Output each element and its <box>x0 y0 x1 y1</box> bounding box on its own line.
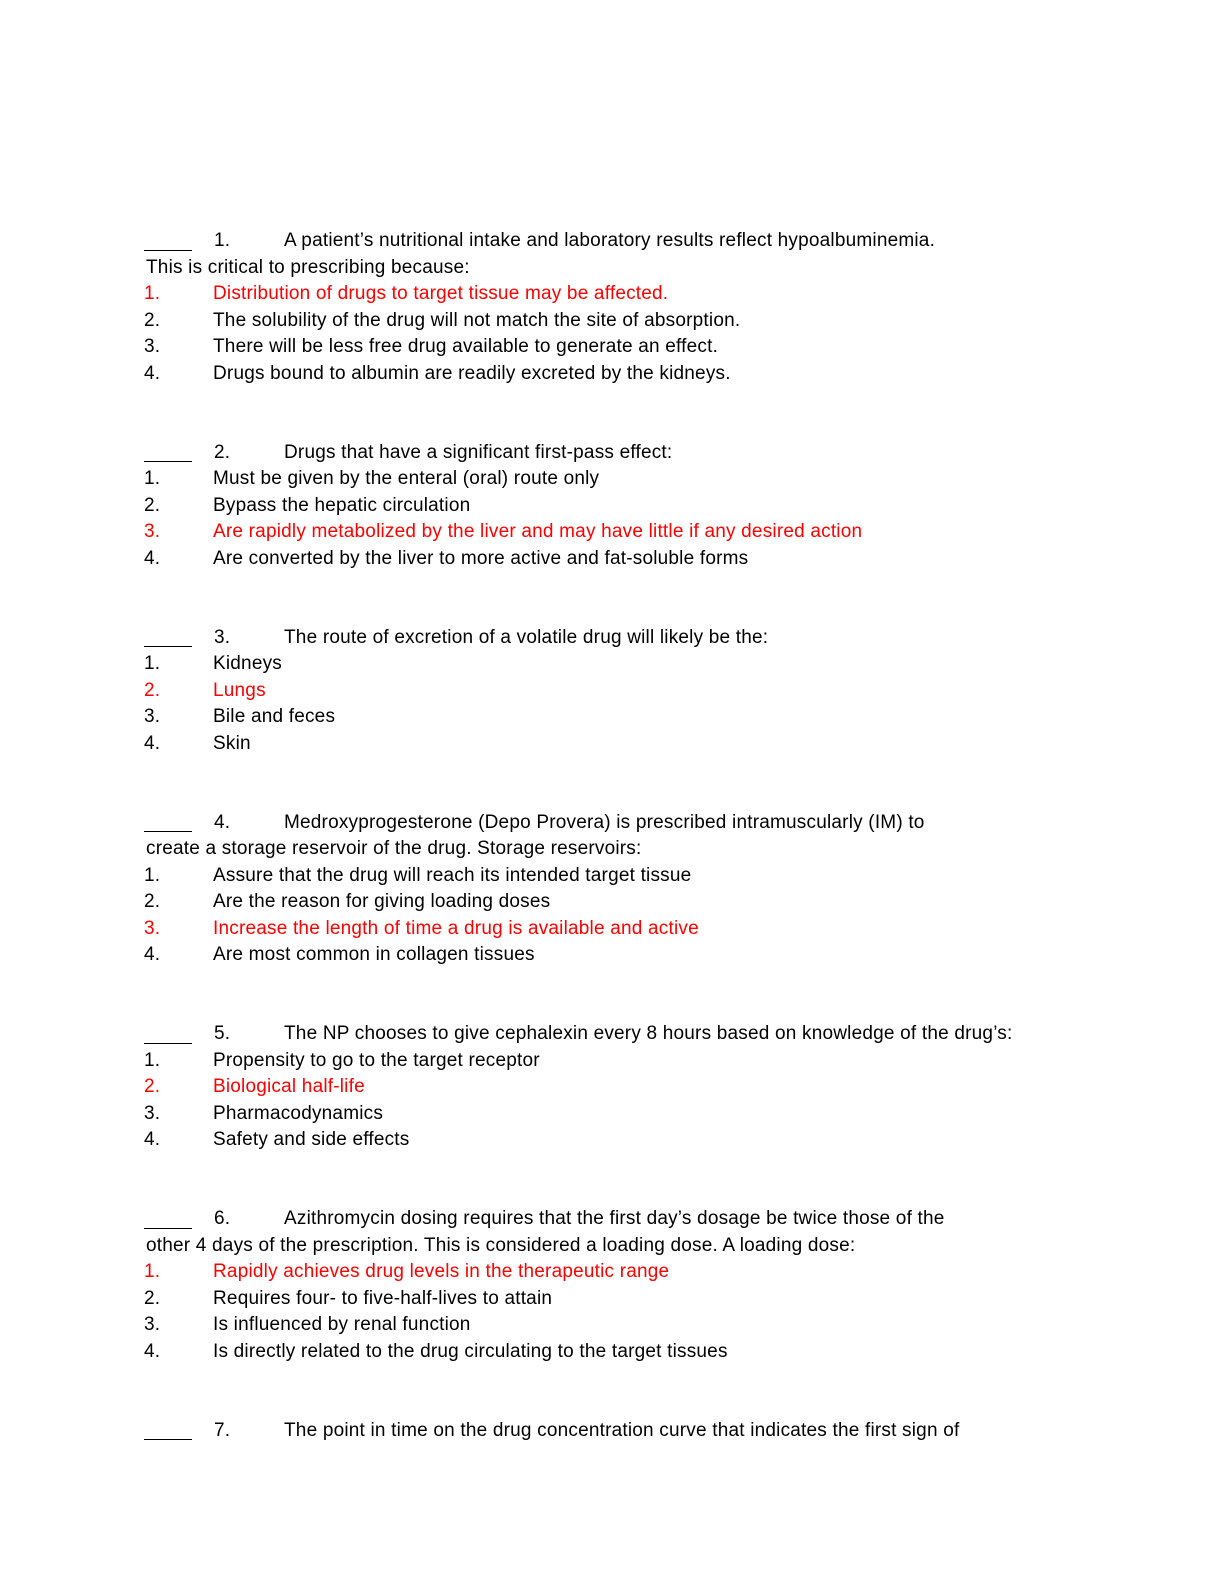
option-text: Are converted by the liver to more active and fat-soluble forms <box>213 547 749 569</box>
question-stem-continuation <box>144 1233 1084 1260</box>
question-5 <box>144 1021 1084 1154</box>
answer-option <box>144 1127 1084 1154</box>
option-text: Bypass the hepatic circulation <box>213 494 471 516</box>
option-text: Must be given by the enteral (oral) route only <box>213 468 600 490</box>
question-number: 5. <box>214 1023 231 1045</box>
option-number: 4. <box>144 1341 161 1362</box>
option-number: 1. <box>144 653 161 675</box>
option-number: 3. <box>144 521 161 543</box>
answer-option <box>144 466 1084 493</box>
answer-option <box>144 1286 1084 1313</box>
answer-option <box>144 942 1084 969</box>
option-number: 1. <box>144 468 161 490</box>
option-text: Rapidly achieves drug levels in the therapeutic range <box>213 1261 670 1283</box>
question-3 <box>144 625 1084 758</box>
question-text: The point in time on the drug concentration curve that indicates the first sign of <box>284 1419 960 1441</box>
option-text: Pharmacodynamics <box>213 1102 384 1124</box>
option-number: 1. <box>144 1261 161 1283</box>
option-text: Increase the length of time a drug is available and active <box>213 917 699 939</box>
answer-blank[interactable] <box>144 228 192 255</box>
option-number: 4. <box>144 547 161 569</box>
question-spacer <box>144 1366 1084 1418</box>
question-stem-continuation <box>144 255 1084 282</box>
answer-option <box>144 731 1084 758</box>
question-text: Azithromycin dosing requires that the first day’s dosage be twice those of the <box>284 1208 945 1230</box>
answer-option <box>144 889 1084 916</box>
question-spacer <box>144 388 1084 440</box>
option-text: Biological half-life <box>213 1076 365 1098</box>
option-number: 2. <box>144 891 161 913</box>
option-number: 2. <box>144 309 161 331</box>
option-text: Bile and feces <box>213 706 336 728</box>
question-text: create a storage reservoir of the drug. Storage reservoirs: <box>146 838 642 860</box>
question-text: other 4 days of the prescription. This is considered a loading dose. A loading dose: <box>146 1234 856 1256</box>
option-number: 2. <box>144 1287 161 1309</box>
option-text: Are most common in collagen tissues <box>213 944 535 966</box>
question-2 <box>144 440 1084 573</box>
option-number: 4. <box>144 1129 161 1151</box>
option-text: Drugs bound to albumin are readily excreted by the kidneys. <box>213 362 731 384</box>
question-text: The NP chooses to give cephalexin every 8 hours based on knowledge of the drug’s: <box>284 1023 1013 1045</box>
question-text: A patient’s nutritional intake and laboratory results reflect hypoalbuminemia. <box>284 230 936 251</box>
question-number: 7. <box>214 1419 231 1441</box>
question-number: 1. <box>214 230 231 251</box>
answer-option-correct <box>144 1259 1084 1286</box>
answer-option <box>144 651 1084 678</box>
question-number: 3. <box>214 626 231 648</box>
question-number: 2. <box>214 441 231 463</box>
option-text: Is influenced by renal function <box>213 1314 471 1336</box>
option-number: 3. <box>144 1314 161 1336</box>
question-text: This is critical to prescribing because: <box>146 256 470 278</box>
option-text: Assure that the drug will reach its intended target tissue <box>213 864 692 886</box>
option-number: 3. <box>144 706 161 728</box>
option-number: 2. <box>144 1076 161 1098</box>
question-spacer <box>144 1154 1084 1206</box>
answer-option <box>144 1101 1084 1128</box>
answer-blank[interactable] <box>144 1418 192 1445</box>
question-7 <box>144 1418 1084 1445</box>
option-number: 2. <box>144 494 161 516</box>
question-stem-line <box>144 1206 1084 1233</box>
question-spacer <box>144 758 1084 810</box>
answer-blank[interactable] <box>144 1021 192 1048</box>
option-number: 1. <box>144 1049 161 1071</box>
question-spacer <box>144 573 1084 625</box>
answer-option <box>144 493 1084 520</box>
answer-option <box>144 863 1084 890</box>
question-1 <box>144 228 1084 388</box>
option-text: Is directly related to the drug circulating to the target tissues <box>213 1341 728 1362</box>
option-text: Lungs <box>213 679 266 701</box>
option-number: 4. <box>144 944 161 966</box>
quiz-page <box>144 228 1084 1444</box>
option-number: 4. <box>144 362 161 384</box>
question-4 <box>144 810 1084 970</box>
answer-option <box>144 1339 1084 1366</box>
question-number: 6. <box>214 1208 231 1230</box>
question-text: The route of excretion of a volatile drug will likely be the: <box>284 626 769 648</box>
option-number: 3. <box>144 1102 161 1124</box>
option-number: 3. <box>144 336 161 358</box>
answer-option-correct <box>144 916 1084 943</box>
question-stem-line <box>144 810 1084 837</box>
question-text: Drugs that have a significant first-pass effect: <box>284 441 673 463</box>
question-6 <box>144 1206 1084 1366</box>
answer-blank[interactable] <box>144 1206 192 1233</box>
question-number: 4. <box>214 811 231 833</box>
question-spacer <box>144 969 1084 1021</box>
answer-option <box>144 546 1084 573</box>
question-stem-line <box>144 625 1084 652</box>
option-text: Propensity to go to the target receptor <box>213 1049 540 1071</box>
option-text: There will be less free drug available to generate an effect. <box>213 336 719 358</box>
option-text: Are rapidly metabolized by the liver and may have little if any desired action <box>213 521 863 543</box>
answer-option <box>144 704 1084 731</box>
option-text: Are the reason for giving loading doses <box>213 891 551 913</box>
answer-blank[interactable] <box>144 625 192 652</box>
option-text: The solubility of the drug will not match the site of absorption. <box>213 309 741 331</box>
option-number: 2. <box>144 679 161 701</box>
answer-option-correct <box>144 519 1084 546</box>
option-text: Distribution of drugs to target tissue may be affected. <box>213 283 669 305</box>
question-text: Medroxyprogesterone (Depo Provera) is prescribed intramuscularly (IM) to <box>284 811 925 833</box>
answer-option <box>144 334 1084 361</box>
option-number: 4. <box>144 732 161 754</box>
option-number: 1. <box>144 283 161 305</box>
question-stem-line <box>144 228 1084 255</box>
question-stem-line <box>144 440 1084 467</box>
option-text: Safety and side effects <box>213 1129 410 1151</box>
answer-option <box>144 1312 1084 1339</box>
question-stem-line <box>144 1418 1084 1445</box>
answer-option <box>144 1048 1084 1075</box>
answer-blank[interactable] <box>144 810 192 837</box>
answer-option-correct <box>144 1074 1084 1101</box>
question-stem-line <box>144 1021 1084 1048</box>
option-text: Kidneys <box>213 653 282 675</box>
option-number: 1. <box>144 864 161 886</box>
question-stem-continuation <box>144 836 1084 863</box>
answer-option-correct <box>144 678 1084 705</box>
option-number: 3. <box>144 917 161 939</box>
answer-option <box>144 361 1084 388</box>
answer-option-correct <box>144 281 1084 308</box>
option-text: Requires four- to five-half-lives to attain <box>213 1287 553 1309</box>
option-text: Skin <box>213 732 251 754</box>
answer-option <box>144 308 1084 335</box>
answer-blank[interactable] <box>144 440 192 467</box>
